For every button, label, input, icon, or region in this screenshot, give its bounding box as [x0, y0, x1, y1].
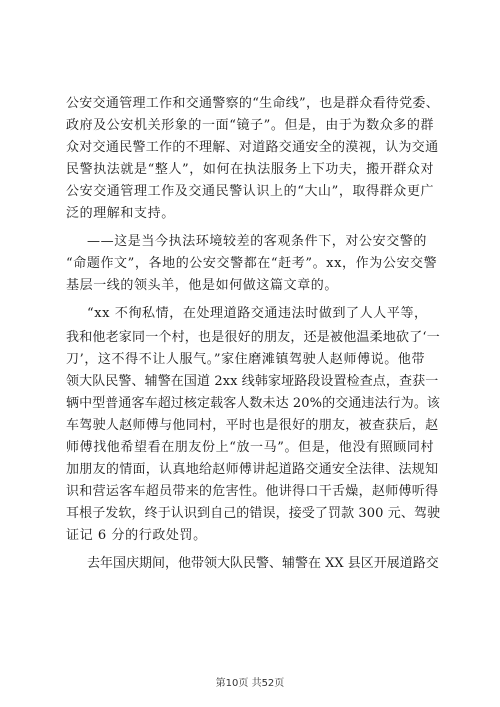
text-line: 耳根子发软，终于认识到自己的错误，接受了罚款 300 元、驾驶 [66, 506, 441, 521]
page-number-footer: 第10页 共52页 [215, 678, 285, 689]
text-line: 车驾驶人赵师傅与他同村，平时也是很好的朋友，被查获后，赵 [66, 418, 439, 433]
text-line: 师傅找他希望看在朋友份上“放一马”。但是，他没有照顾同村 [66, 440, 435, 455]
text-line: 去年国庆期间，他带领大队民警、辅警在 XX 县区开展道路交 [87, 556, 439, 571]
text-line: 刀’，这不得不让人服气。”家住磨滩镇驾驶人赵师傅说。他带 [66, 352, 426, 367]
text-line: 识和营运客车超员带来的危害性。他讲得口干舌燥，赵师傅听得 [66, 484, 439, 499]
text-line: “命题作文”，各地的公安交警都在“赶考”。xx，作为公安交警 [66, 256, 438, 271]
text-line: 领大队民警、辅警在国道 2xx 线韩家垭路段设置检查点，查获一 [66, 374, 439, 389]
text-line: 证记 6 分的行政处罚。 [66, 528, 207, 543]
text-line: 民警执法就是“整人”，如何在执法服务上下功夫，搬开群众对 [66, 162, 435, 177]
text-line: 基层一线的领头羊，他是如何做这篇文章的。 [66, 278, 339, 293]
text-line: 泛的理解和支持。 [66, 206, 175, 221]
text-line: 加朋友的情面，认真地给赵师傅讲起道路交通安全法律、法规知 [66, 462, 439, 477]
text-line: ——这是当今执法环境较差的客观条件下，对公安交警的 [87, 234, 428, 249]
text-line: 政府及公安机关形象的一面“镜子”。但是，由于为数众多的群 [66, 118, 435, 133]
text-line: 辆中型普通客车超过核定载客人数未达 20%的交通违法行为。该 [66, 396, 441, 411]
text-line: 公安交通管理工作和交通警察的“生命线”，也是群众看待党委、 [66, 96, 439, 111]
text-line: 众对交通民警工作的不理解、对道路交通安全的漠视，认为交通 [66, 140, 439, 155]
text-line: 我和他老家同一个村，也是很好的朋友，还是被他温柔地砍了‘一 [66, 330, 440, 345]
text-line: “xx 不徇私情，在处理道路交通违法时做到了人人平等， [87, 306, 428, 321]
text-line: 公安交通管理工作及交通民警认识上的“大山”，取得群众更广 [66, 184, 435, 199]
